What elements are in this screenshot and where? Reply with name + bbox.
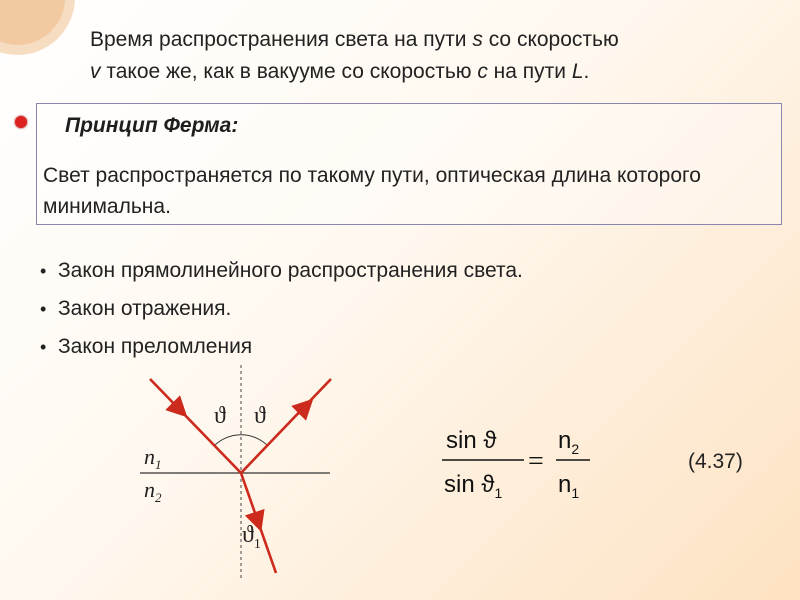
fermat-title: Принцип Ферма: xyxy=(65,114,239,137)
medium-label-n1: $n_1$ xyxy=(144,444,162,472)
reflected-arrow xyxy=(298,406,306,414)
refracted-arrow xyxy=(255,513,258,522)
fermat-text: Свет распространяется по такому пути, оптическая длина которого минимальна. xyxy=(43,164,701,218)
formula-numerator-right: $n_2$ xyxy=(558,427,580,457)
laws-list xyxy=(40,252,523,366)
intro-line-2: v такое же, как в вакууме со скоростью c на пути L. xyxy=(90,60,590,83)
incident-ray xyxy=(150,379,241,473)
bullet-icon: • xyxy=(40,337,47,357)
medium-label-n2: $n_2$ xyxy=(144,477,162,505)
angle-label-incident: ϑ xyxy=(214,403,226,429)
angle-label-reflected: ϑ xyxy=(254,403,266,429)
refraction-diagram xyxy=(130,365,350,580)
bullet-icon: • xyxy=(40,261,47,281)
law-item: • Закон прямолинейного распространения света. xyxy=(40,252,523,290)
formula-numerator-left: sin ϑ xyxy=(446,427,497,454)
formula-denominator-left: $\sin ϑ_1$ xyxy=(444,471,503,501)
intro-line-1: Время распространения света на пути s со скоростью xyxy=(90,28,619,51)
red-bullet-icon xyxy=(15,116,27,128)
angle-label-refracted: $ϑ_1$ xyxy=(242,522,261,552)
bullet-icon: • xyxy=(40,299,47,319)
incident-arrow xyxy=(172,402,180,410)
fermat-principle-box xyxy=(36,103,782,225)
law-item: • Закон преломления xyxy=(40,328,523,366)
snell-formula xyxy=(440,420,610,510)
equation-number: (4.37) xyxy=(688,450,743,473)
intro-text xyxy=(90,24,780,88)
formula-equals: = xyxy=(528,446,544,477)
formula-denominator-right: $n_1$ xyxy=(558,471,580,501)
corner-decoration xyxy=(0,0,75,55)
law-item: • Закон отражения. xyxy=(40,290,523,328)
